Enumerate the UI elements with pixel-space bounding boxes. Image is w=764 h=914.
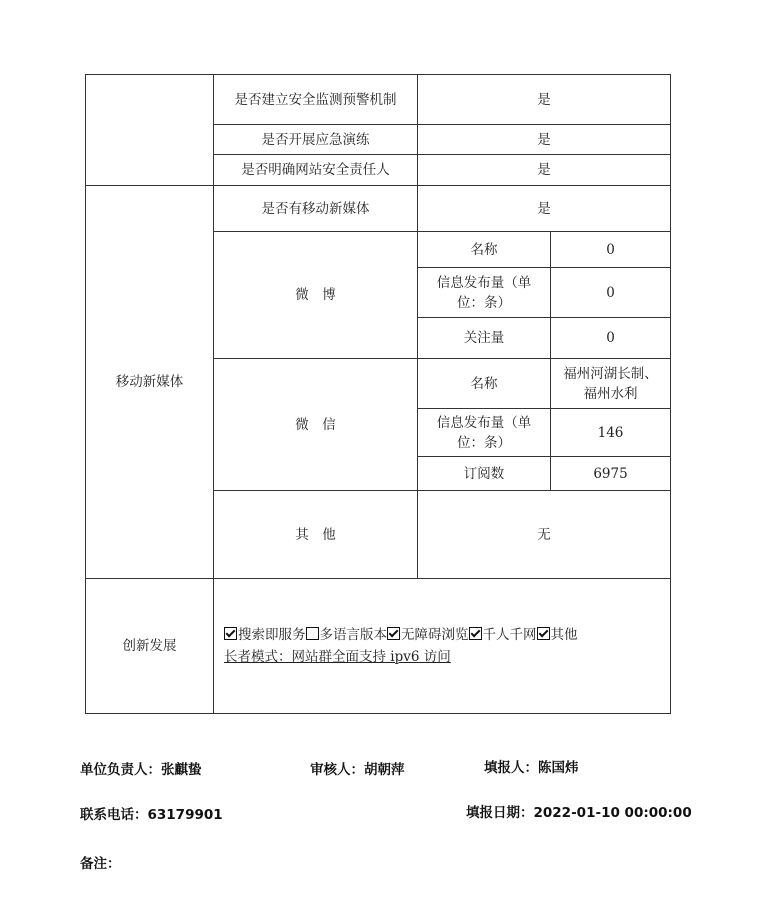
other-media-label: 其 他 bbox=[214, 491, 418, 579]
fill-date-value: 2022-01-10 00:00:00 bbox=[533, 805, 692, 821]
innovation-option-label: 千人千网 bbox=[482, 627, 537, 643]
weibo-posts-label: 信息发布量（单位：条） bbox=[418, 268, 551, 318]
checkbox-icon bbox=[224, 627, 237, 640]
unit-head-value: 张麒蛰 bbox=[161, 762, 202, 778]
innovation-option bbox=[224, 627, 306, 643]
report-table bbox=[85, 74, 671, 714]
wechat-name-value: 福州河湖长制、福州水利 bbox=[551, 359, 671, 409]
phone-value: 63179901 bbox=[147, 807, 223, 823]
weibo-followers-label: 关注量 bbox=[418, 318, 551, 359]
innovation-option bbox=[387, 627, 469, 643]
innovation-option-label: 多语言版本 bbox=[319, 627, 387, 643]
has-mobile-media-label: 是否有移动新媒体 bbox=[214, 186, 418, 232]
innovation-option-label: 无障碍浏览 bbox=[401, 627, 469, 643]
filler bbox=[484, 756, 579, 776]
reviewer-value: 胡朝萍 bbox=[364, 762, 405, 778]
reviewer-label: 审核人： bbox=[310, 762, 364, 778]
security-officer-label: 是否明确网站安全责任人 bbox=[214, 155, 418, 186]
phone bbox=[80, 803, 223, 823]
fill-date bbox=[466, 801, 692, 821]
other-media-value: 无 bbox=[418, 491, 671, 579]
innovation-section: 创新发展 bbox=[86, 579, 214, 714]
filler-value: 陈国炜 bbox=[538, 760, 579, 776]
innovation-option-label: 搜索即服务 bbox=[238, 627, 306, 643]
wechat-posts-label: 信息发布量（单位：条） bbox=[418, 409, 551, 457]
security-monitoring-label: 是否建立安全监测预警机制 bbox=[214, 75, 418, 125]
checkbox-icon bbox=[537, 627, 550, 640]
security-officer-value: 是 bbox=[418, 155, 671, 186]
remarks-label: 备注： bbox=[80, 856, 121, 872]
has-mobile-media-value: 是 bbox=[418, 186, 671, 232]
innovation-option bbox=[306, 627, 388, 643]
weibo-name-label: 名称 bbox=[418, 232, 551, 268]
innovation-option bbox=[469, 627, 537, 643]
fill-date-label: 填报日期： bbox=[466, 805, 534, 821]
weibo-name-value: 0 bbox=[551, 232, 671, 268]
phone-label: 联系电话： bbox=[80, 807, 148, 823]
wechat-subscribers-label: 订阅数 bbox=[418, 457, 551, 491]
weibo-followers-value: 0 bbox=[551, 318, 671, 359]
checkbox-icon bbox=[387, 627, 400, 640]
innovation-option-label: 其他 bbox=[550, 627, 578, 643]
checkbox-icon bbox=[306, 627, 319, 640]
mobile-media-section: 移动新媒体 bbox=[86, 186, 214, 579]
wechat-subscribers-value: 6975 bbox=[551, 457, 671, 491]
wechat-label: 微 信 bbox=[214, 359, 418, 491]
filler-label: 填报人： bbox=[484, 760, 538, 776]
security-section-cell bbox=[86, 75, 214, 186]
weibo-posts-value: 0 bbox=[551, 268, 671, 318]
innovation-options bbox=[224, 624, 660, 646]
security-monitoring-value: 是 bbox=[418, 75, 671, 125]
unit-head-label: 单位负责人： bbox=[80, 762, 161, 778]
checkbox-icon bbox=[469, 627, 482, 640]
emergency-drill-value: 是 bbox=[418, 125, 671, 155]
reviewer bbox=[310, 758, 405, 778]
innovation-other-text: 长者模式：网站群全面支持 ipv6 访问 bbox=[224, 649, 451, 665]
weibo-label: 微 博 bbox=[214, 232, 418, 359]
innovation-option bbox=[537, 627, 578, 643]
wechat-name-label: 名称 bbox=[418, 359, 551, 409]
innovation-options-cell bbox=[214, 579, 671, 714]
wechat-posts-value: 146 bbox=[551, 409, 671, 457]
unit-head bbox=[80, 758, 202, 778]
emergency-drill-label: 是否开展应急演练 bbox=[214, 125, 418, 155]
